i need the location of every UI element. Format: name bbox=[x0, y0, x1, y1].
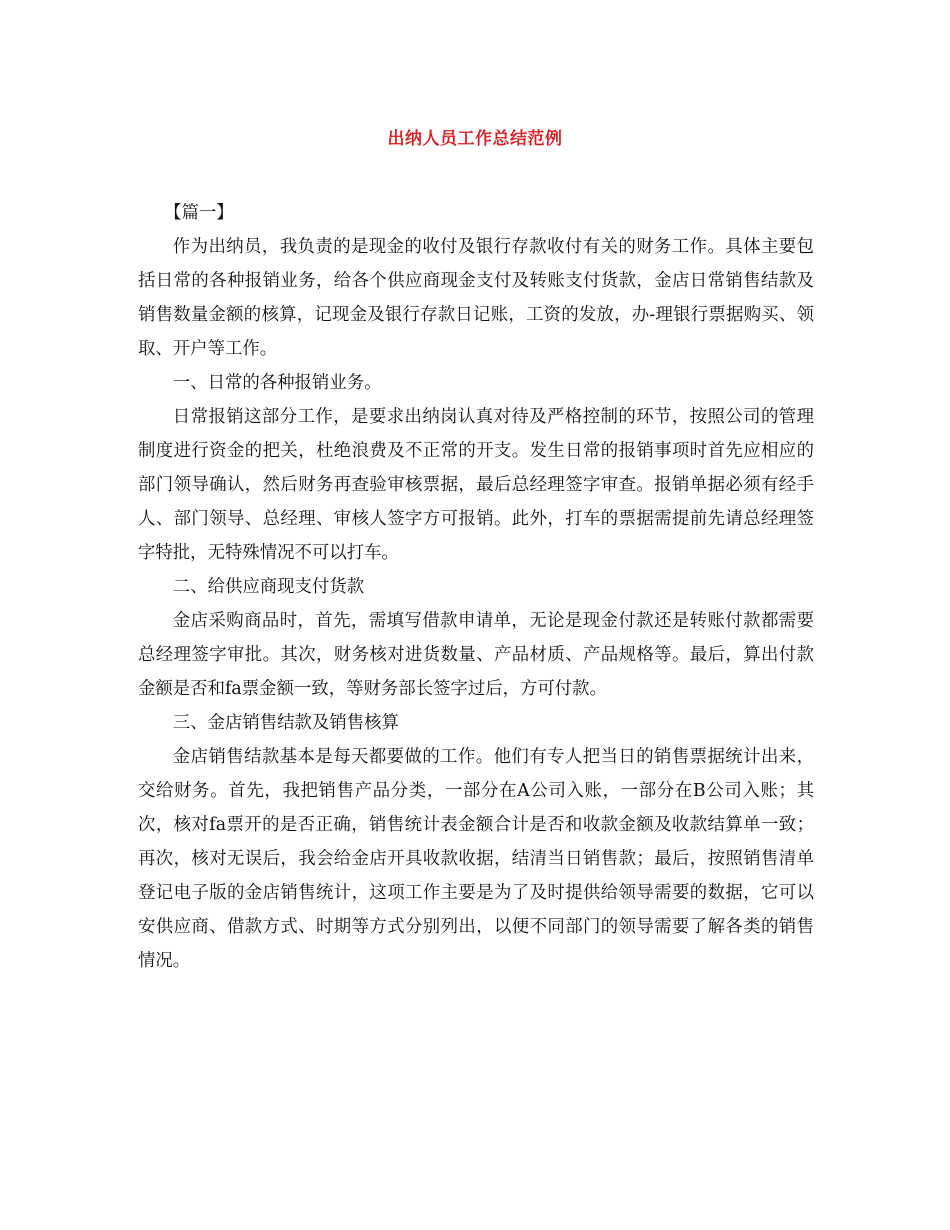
paragraph-sales-settlement: 金店销售结款基本是每天都要做的工作。他们有专人把当日的销售票据统计出来，交给财务。首先，我把销售产品分类，一部分在A公司入账，一部分在B公司入账；其次，核对fa票开的是否正确，销售统计表金额合计是否和收款金额及收款结算单一致；再次，核对无误后，我会给金店开具收款收据，结清当日销售款；最后，按照销售清单登记电子版的金店销售统计，这项工作主要是为了及时提供给领导需要的数据，它可以安供应商、借款方式、时期等方式分别列出，以便不同部门的领导需要了解各类的销售情况。 bbox=[138, 747, 814, 971]
heading-reimbursement: 一、日常的各种报销业务。 bbox=[172, 373, 382, 393]
paragraph-reimbursement: 日常报销这部分工作，是要求出纳岗认真对待及严格控制的环节，按照公司的管理制度进行资金的把关，杜绝浪费及不正常的开支。发生日常的报销事项时首先应相应的部门领导确认，然后财务再查验审核票据，最后总经理签字审查。报销单据必须有经手人、部门领导、总经理、审核人签字方可报销。此外，打车的票据需提前先请总经理签字特批，无特殊情况不可以打车。 bbox=[138, 407, 814, 563]
document-title: 出纳人员工作总结范例 bbox=[387, 129, 563, 149]
paragraph-supplier-payment: 金店采购商品时，首先，需填写借款申请单，无论是现金付款还是转账付款都需要总经理签字审批。其次，财务核对进货数量、产品材质、产品规格等。最后，算出付款金额是否和fa票金额一致，等财务部长签字过后，方可付款。 bbox=[138, 611, 814, 699]
paragraph-intro: 作为出纳员，我负责的是现金的收付及银行存款收付有关的财务工作。具体主要包括日常的各种报销业务，给各个供应商现金支付及转账支付货款，金店日常销售结款及销售数量金额的核算，记现金及银行存款日记账，工资的发放，办-理银行票据购买、领取、开户等工作。 bbox=[138, 237, 814, 359]
heading-sales-settlement: 三、金店销售结款及销售核算 bbox=[172, 713, 399, 733]
section-tag: 【篇一】 bbox=[164, 203, 234, 223]
heading-supplier-payment: 二、给供应商现支付货款 bbox=[172, 577, 365, 597]
document-body bbox=[138, 196, 814, 978]
